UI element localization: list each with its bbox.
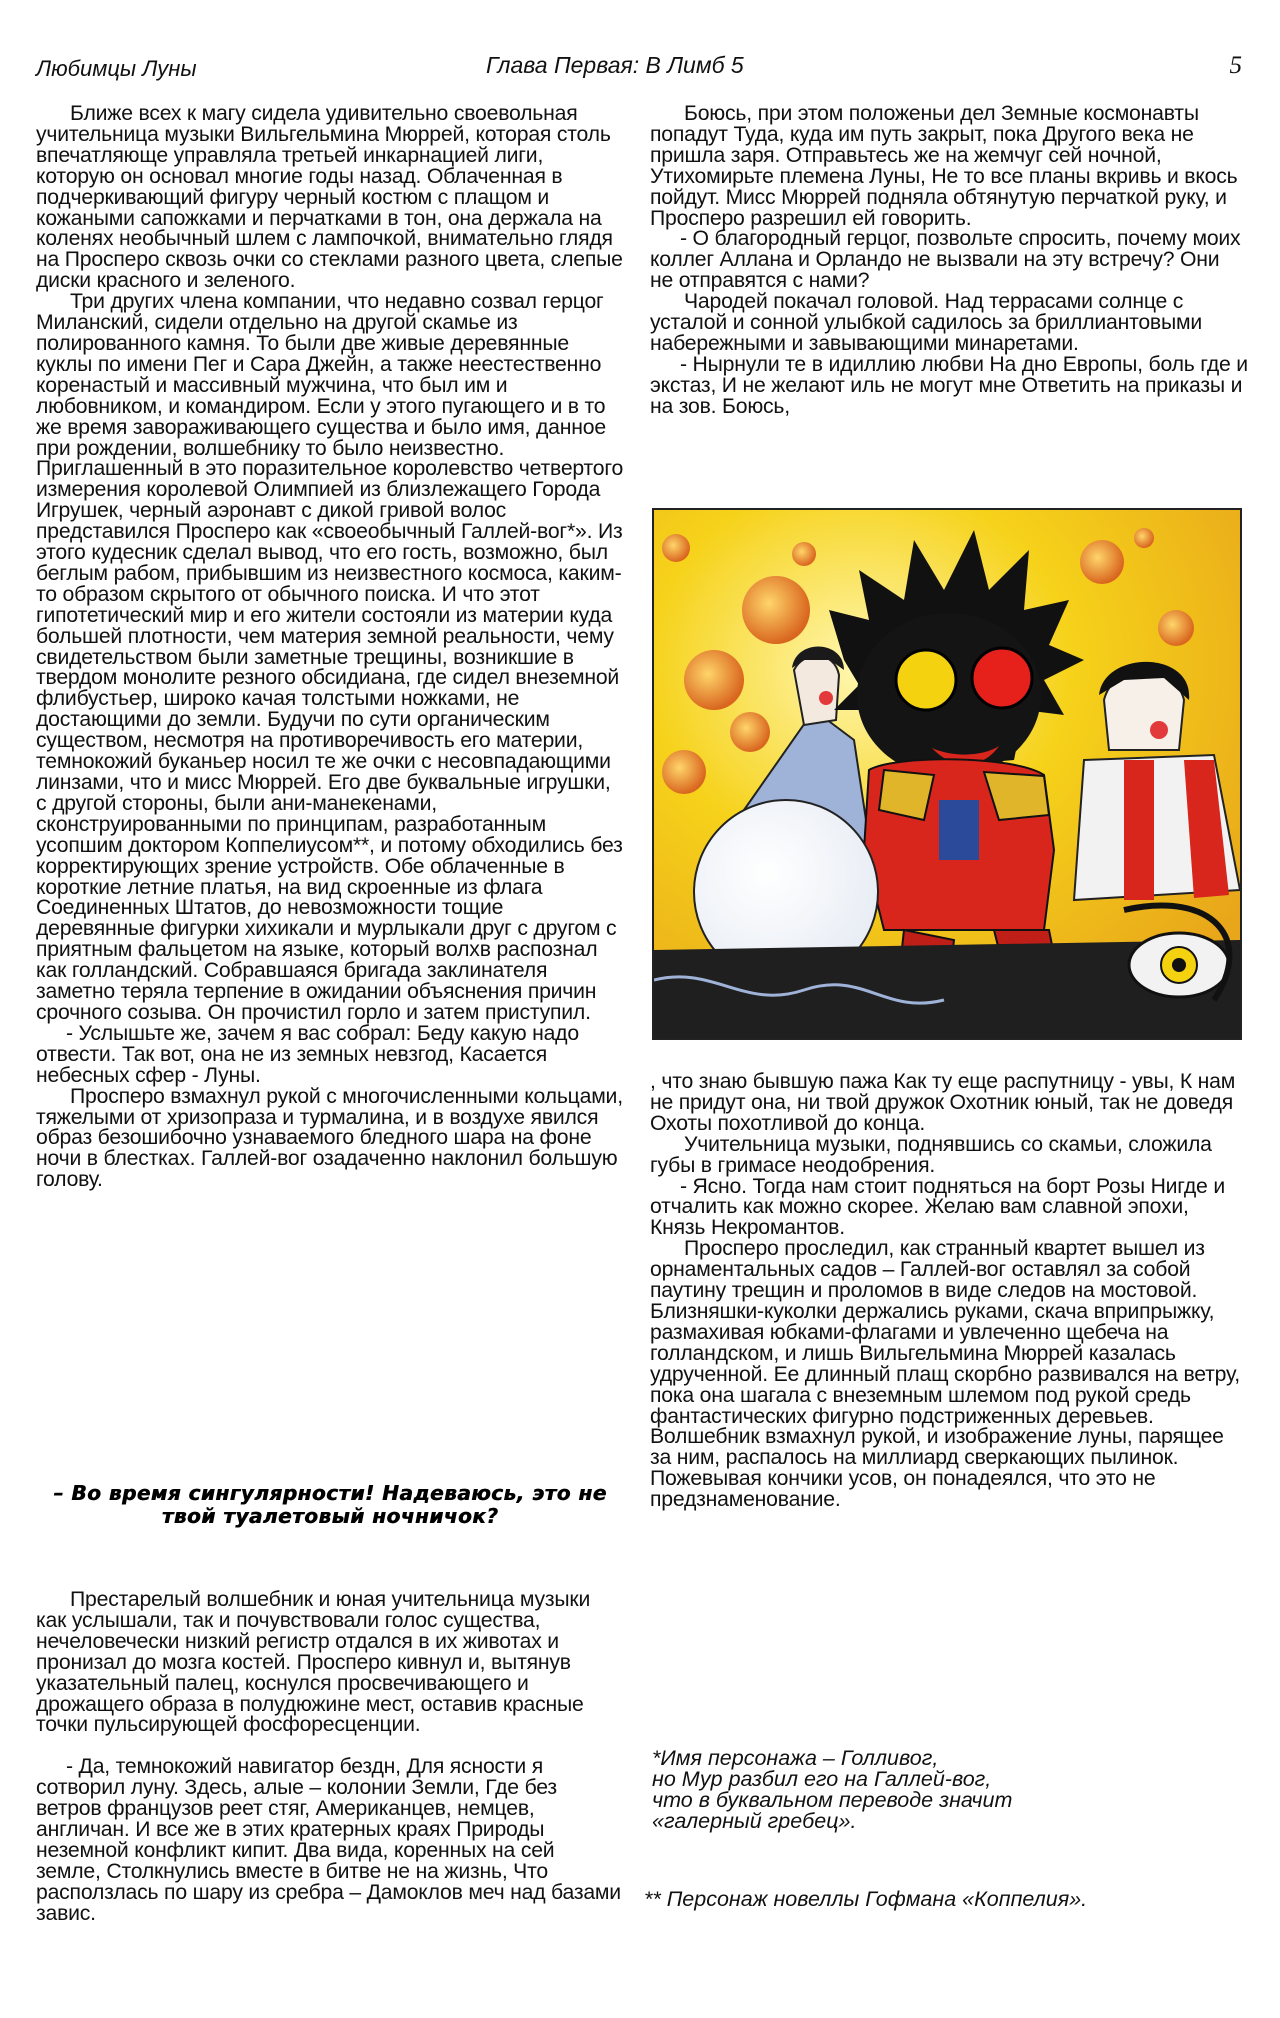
- paragraph: Чародей покачал головой. Над террасами солнце с усталой и сонной улыбкой садилось за бриллиантовыми набережными и завывающими минаретами.: [650, 290, 1203, 355]
- paragraph: Престарелый волшебник и юная учительница музыки как услышали, так и почувствовали голос существа, нечеловечески низкий регистр отдался в их животах и пронизал до мозга костей. Просперо кивнул и, вытянув указательный палец, коснулся просвечивающего и дрожащего образа в полудюжине мест, оставив красные точки пульсирующей фосфоресценции.: [36, 1588, 591, 1737]
- dialogue-paragraph: - О благородный герцог, позвольте спросить, почему моих коллег Аллана и Орландо не вызвали на эту встречу? Они не отправятся с нами?: [650, 227, 1241, 293]
- illustration-galley-wag: [652, 508, 1242, 1040]
- page-header: [0, 52, 1280, 88]
- paragraph-spacer: [36, 1736, 624, 1757]
- paragraph: , что знаю бывшую пажа Как ту еще распутницу - увы, К нам не придут она, ни твой дружок Охотник юный, так не доведя Охоты похотливой до конца.: [650, 1070, 1236, 1135]
- dialogue-paragraph: - Ясно. Тогда нам стоит подняться на борт Розы Нигде и отчалить как можно скорее. Желаю вам славной эпохи, Князь Некромантов.: [650, 1174, 1225, 1240]
- running-title: Любимцы Луны: [36, 56, 197, 81]
- paragraph: Три других члена компании, что недавно созвал герцог Миланский, сидели отдельно на другой скамье из полированного камня. То были две живые деревянные куклы по имени Пег и Сара Джейн, а также неестественно коренастый и массивный мужчина, что был им и любовником, и командиром. Если у этого пугающего и в то же время завораживающего существа и было имя, данное при рождении, волшебнику то было неизвестно. Приглашенный в это поразительное королевство четвертого измерения королевой Олимпией из близлежащего Города Игрушек, черный аэронавт с дикой гривой волос представился Просперо как «своеобычный Галлей-вог*». Из этого кудесник сделал вывод, что его гость, возможно, был беглым рабом, прибывшим из неизвестного космоса, каким-то образом скрытого от обычного поиска. И что этот гипотетический мир и его жители состояли из материи куда большей плотности, чем материя земной реальности, чему свидетельством были заметные трещины, возникшие в твердом монолите резного обсидиана, где сидел внеземной флибустьер, широко качая толстыми ножками, не достающими до земли. Будучи по сути органическим существом, несмотря на противоречивость его материи, темнокожий буканьер носил те же очки с несовпадающими линзами, что и мисс Мюррей. Его две буквальные игрушки, с другой стороны, были ани-манекенами, сконструированными по принципам, разработанным усопшим доктором Коппелиусом**, и потому обходились без корректирующих зрение устройств. Обе облаченные в короткие летние платья, на вид скроенные из флага Соединенных Штатов, до невозможности тощие деревянные фигурки хихикали и мурлыкали друг с другом с приятным фальцетом на языке, который волхв распознал как голландский. Собравшаяся бригада заклинателя заметно теряла терпение в ожидании объяснения причин срочного созыва. Он прочистил горло и затем приступил.: [36, 290, 624, 1024]
- footnote-line: ** Персонаж новеллы Гофмана «Коппелия».: [644, 1887, 1088, 1911]
- dialogue-paragraph: - Нырнули те в идиллию любви На дно Европы, боль где и экстаз, И не желают иль не могут мне Ответить на приказы и на зов. Боюсь,: [650, 352, 1248, 418]
- dialogue-paragraph: - Услышьте же, зачем я вас собрал: Беду какую надо отвести. Так вот, она не из земных невзгод, Касается небесных сфер - Луны.: [36, 1021, 579, 1087]
- right-column-continued: [650, 1072, 1248, 1511]
- paragraph: Боюсь, при этом положеньи дел Земные космонавты попадут Туда, куда им путь закрыт, пока Другого века не пришла заря. Отправьтесь же на жемчуг сей ночной, Утихомирьте племена Луны, Не то все планы вкривь и вкось пойдут. Мисс Мюррей подняла обтянутую перчаткой руку, и Просперо разрешил ей говорить.: [650, 102, 1238, 230]
- right-column: [650, 104, 1248, 418]
- footnote-golliwog: [652, 1748, 1172, 1832]
- footnote-line: «галерный гребец».: [652, 1809, 857, 1833]
- illustration-drawing: [654, 510, 1240, 1038]
- footnote-line: но Мур разбил его на Галлей-вог,: [652, 1767, 992, 1791]
- left-column-continued: [36, 1590, 624, 1925]
- dialogue-paragraph: - Да, темнокожий навигатор бездн, Для ясности я сотворил луну. Здесь, алые – колонии Земли, Где без ветров французов реет стяг, Американцев, немцев, англичан. И все же в этих кратерных краях Природы неземной конфликт кипит. Два вида, коренных на сей земле, Столкнулись вместе в битве не на жизнь, Что расползлась по шару из сребра – Дамоклов меч над базами завис.: [36, 1755, 621, 1925]
- paragraph: Просперо взмахнул рукой с многочисленными кольцами, тяжелыми от хризопраза и турмалина, и в воздухе явился образ безошибочно узнаваемого бледного шара на фоне ночи в блестках. Галлей-вог озадаченно наклонил большую голову.: [36, 1084, 623, 1192]
- chapter-title: Глава Первая: В Лимб 5: [486, 52, 744, 78]
- galley-wag-shout: – Во время сингулярности! Надеваюсь, это не твой туалетовый ночничок?: [53, 1481, 607, 1528]
- paragraph: Просперо проследил, как странный квартет вышел из орнаментальных садов – Галлей-вог оставлял за собой паутину трещин и проломов в виде следов на мостовой. Близняшки-куколки держались руками, скача вприпрыжку, размахивая юбками-флагами и увлеченно щебеча на голландском, и лишь Вильгельмина Мюррей казалась удрученной. Ее длинный плащ скорбно развивался на ветру, пока она шагала с внеземным шлемом под рукой средь фантастических фигурно подстриженных деревьев. Волшебник взмахнул рукой, и изображение луны, парящее за ним, распалось на миллиард сверкающих пылинок. Пожевывая кончики усов, он понадеялся, что это не предзнаменование.: [650, 1237, 1240, 1512]
- page-number: 5: [1229, 52, 1242, 79]
- paragraph: Учительница музыки, поднявшись со скамьи, сложила губы в гримасе неодобрения.: [650, 1132, 1212, 1177]
- footnote-line: что в буквальном переводе значит: [652, 1788, 1013, 1812]
- paragraph: Ближе всех к магу сидела удивительно своевольная учительница музыки Вильгельмина Мюррей, которая столь впечатляюще управляла третьей инкарнацией лиги, которую он основал многие годы назад. Облаченная в подчеркивающий фигуру черный костюм с плащом и кожаными сапожками и перчатками в тон, она держала на коленях необычный шлем с лампочкой, внимательно глядя на Просперо сквозь очки со стеклами разного цвета, слепые диски красного и зеленого.: [36, 102, 623, 293]
- footnote-coppelius: [644, 1888, 1244, 1910]
- footnote-line: *Имя персонажа – Голливог,: [652, 1746, 939, 1770]
- left-column: [36, 104, 624, 1191]
